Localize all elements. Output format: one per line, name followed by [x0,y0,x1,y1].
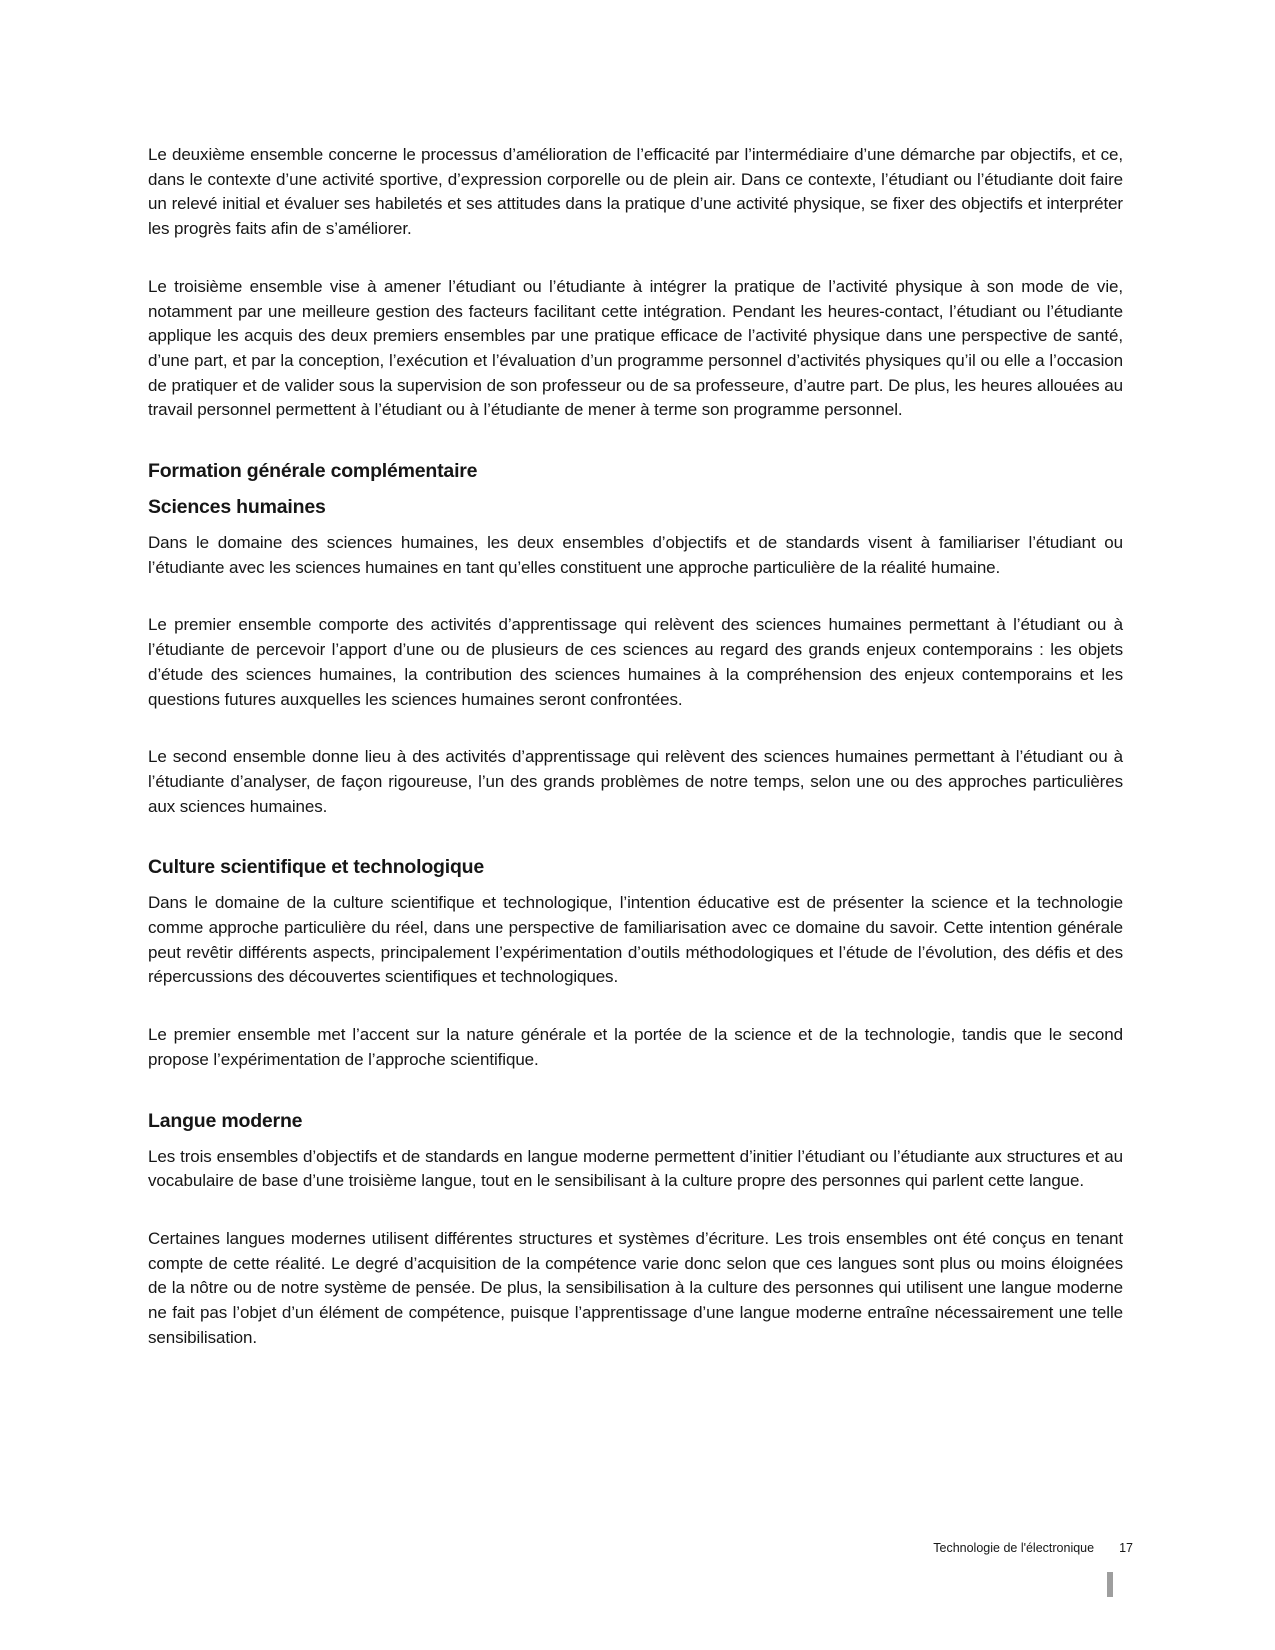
document-body [148,143,1123,1384]
page-footer [933,1541,1133,1555]
paragraph-sciences-humaines-premier-ensemble: Le premier ensemble comporte des activités d’apprentissage qui relèvent des sciences humaines permettant à l’étudiant ou à l’étudiante de percevoir l’apport d’une ou de plusieurs de ces sciences au regard des grands enjeux contemporains : les objets d’étude des sciences humaines, la contribution des sciences humaines à la compréhension des enjeux contemporains et les questions futures auxquelles les sciences humaines seront confrontées. [148,615,1123,709]
paragraph-culture-scientifique-ensembles: Le premier ensemble met l’accent sur la nature générale et la portée de la science et de la technologie, tandis que le second propose l’expérimentation de l’approche scientifique. [148,1025,1123,1069]
paragraph-deuxieme-ensemble: Le deuxième ensemble concerne le processus d’amélioration de l’efficacité par l’intermédiaire d’une démarche par objectifs, et ce, dans le contexte d’une activité sportive, d’expression corporelle ou de plein air. Dans ce contexte, l’étudiant ou l’étudiante doit faire un relevé initial et évaluer ses habiletés et ses attitudes dans la pratique d’une activité physique, se fixer des objectifs et interpréter les progrès faits afin de s’améliorer. [148,145,1123,239]
paragraph-langue-moderne-intro: Les trois ensembles d’objectifs et de standards en langue moderne permettent d’initier l’étudiant ou l’étudiante aux structures et au vocabulaire de base d’une troisième langue, tout en le sensibilisant à la culture propre des personnes qui parlent cette langue. [148,1146,1123,1191]
heading-langue-moderne: Langue moderne [148,1109,303,1132]
paragraph-langue-moderne-structures: Certaines langues modernes utilisent différentes structures et systèmes d’écriture. Les trois ensembles ont été conçus en tenant compte de cette réalité. Le degré d’acquisition de la compétence varie donc selon que ces langues sont plus ou moins éloignées de la nôtre ou de notre système de pensée. De plus, la sensibilisation à la culture des personnes qui utilisent une langue moderne ne fait pas l’objet d’un élément de compétence, puisque l’apprentissage d’une langue moderne entraîne nécessairement une telle sensibilisation. [148,1228,1123,1347]
heading-sciences-humaines: Sciences humaines [148,496,326,519]
footer-accent-bar [1107,1572,1113,1597]
paragraph-culture-scientifique-intro: Dans le domaine de la culture scientifique et technologique, l’intention éducative est de présenter la science et la technologie comme approche particulière du réel, dans une perspective de familiarisation avec ce domaine du savoir. Cette intention générale peut revêtir différents aspects, principalement l’expérimentation d’outils méthodologiques et l’étude de l’évolution, des défis et des répercussions des découvertes scientifiques et technologiques. [148,893,1123,987]
heading-culture-scientifique-et-technologique: Culture scientifique et technologique [148,856,485,879]
heading-formation-generale-complementaire: Formation générale complémentaire [148,460,478,483]
paragraph-sciences-humaines-intro: Dans le domaine des sciences humaines, les deux ensembles d’objectifs et de standards visent à familiariser l’étudiant ou l’étudiante avec les sciences humaines en tant qu’elles constituent une approche particulière de la réalité humaine. [148,533,1123,577]
footer-document-title: Technologie de l'électronique [933,1541,1095,1555]
paragraph-troisieme-ensemble: Le troisième ensemble vise à amener l’étudiant ou l’étudiante à intégrer la pratique de l’activité physique à son mode de vie, notamment par une meilleure gestion des facteurs facilitant cette intégration. Pendant les heures-contact, l’étudiant ou l’étudiante applique les acquis des deux premiers ensembles par une pratique efficace de l’activité physique dans une perspective de santé, d’une part, et par la conception, l’exécution et l’évaluation d’un programme personnel d’activités physiques qu’il ou elle a l’occasion de pratiquer et de valider sous la supervision de son professeur ou de sa professeure, d’autre part. De plus, les heures allouées au travail personnel permettent à l’étudiant ou à l’étudiante de mener à terme son programme personnel. [148,276,1123,420]
paragraph-sciences-humaines-second-ensemble: Le second ensemble donne lieu à des activités d’apprentissage qui relèvent des sciences humaines permettant à l’étudiant ou à l’étudiante d’analyser, de façon rigoureuse, l’un des grands problèmes de notre temps, selon une ou des approches particulières aux sciences humaines. [148,747,1123,816]
footer-page-number: 17 [1119,1541,1133,1555]
